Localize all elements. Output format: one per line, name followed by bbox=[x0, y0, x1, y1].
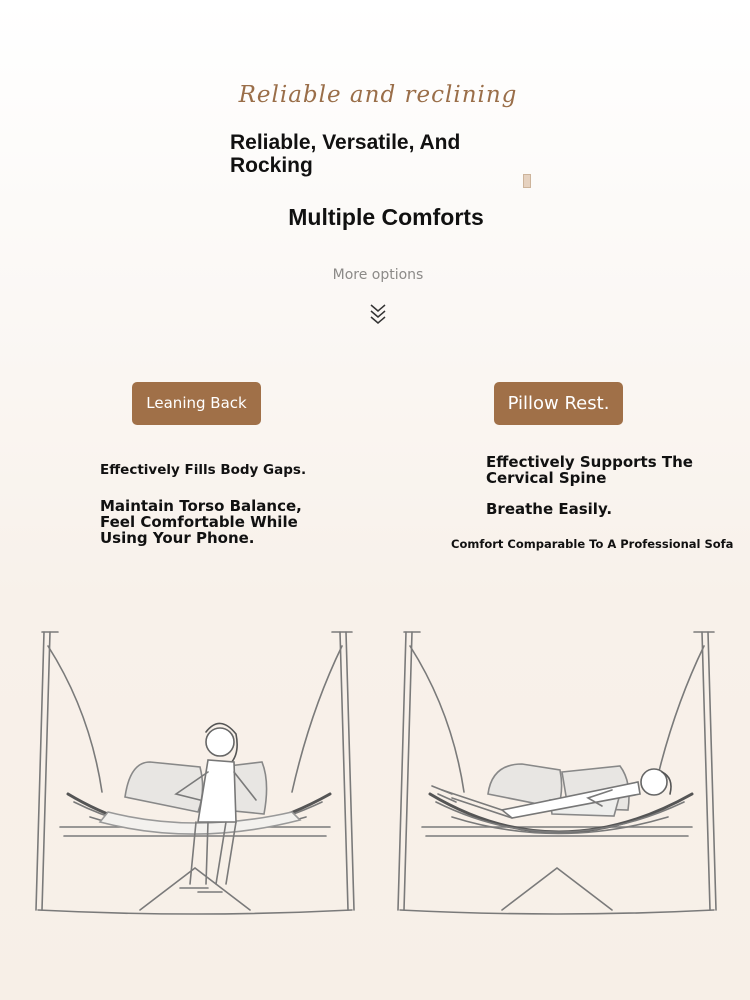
script-title: Reliable and reclining bbox=[238, 82, 518, 108]
feature-right-line-2: Breathe Easily. bbox=[486, 500, 613, 518]
person-lying-in-swing bbox=[392, 622, 722, 922]
tag-leaning-back: Leaning Back bbox=[132, 382, 261, 425]
more-options-link[interactable]: More options bbox=[332, 267, 424, 283]
person-sitting-in-swing bbox=[30, 622, 360, 922]
subheadline: Multiple Comforts bbox=[288, 204, 484, 230]
feature-right-line-1: Effectively Supports The Cervical Spine bbox=[486, 453, 693, 487]
headline: Reliable, Versatile, And Rocking bbox=[230, 131, 461, 177]
feature-left-line-1: Effectively Fills Body Gaps. bbox=[100, 462, 307, 478]
decorative-marker bbox=[523, 174, 531, 188]
tag-pillow-rest: Pillow Rest. bbox=[494, 382, 623, 425]
feature-right-line-3: Comfort Comparable To A Professional Sofa bbox=[451, 537, 734, 551]
double-chevron-down-icon[interactable] bbox=[368, 302, 388, 326]
feature-left-line-2: Maintain Torso Balance, Feel Comfortable While Using Your Phone. bbox=[100, 497, 302, 547]
